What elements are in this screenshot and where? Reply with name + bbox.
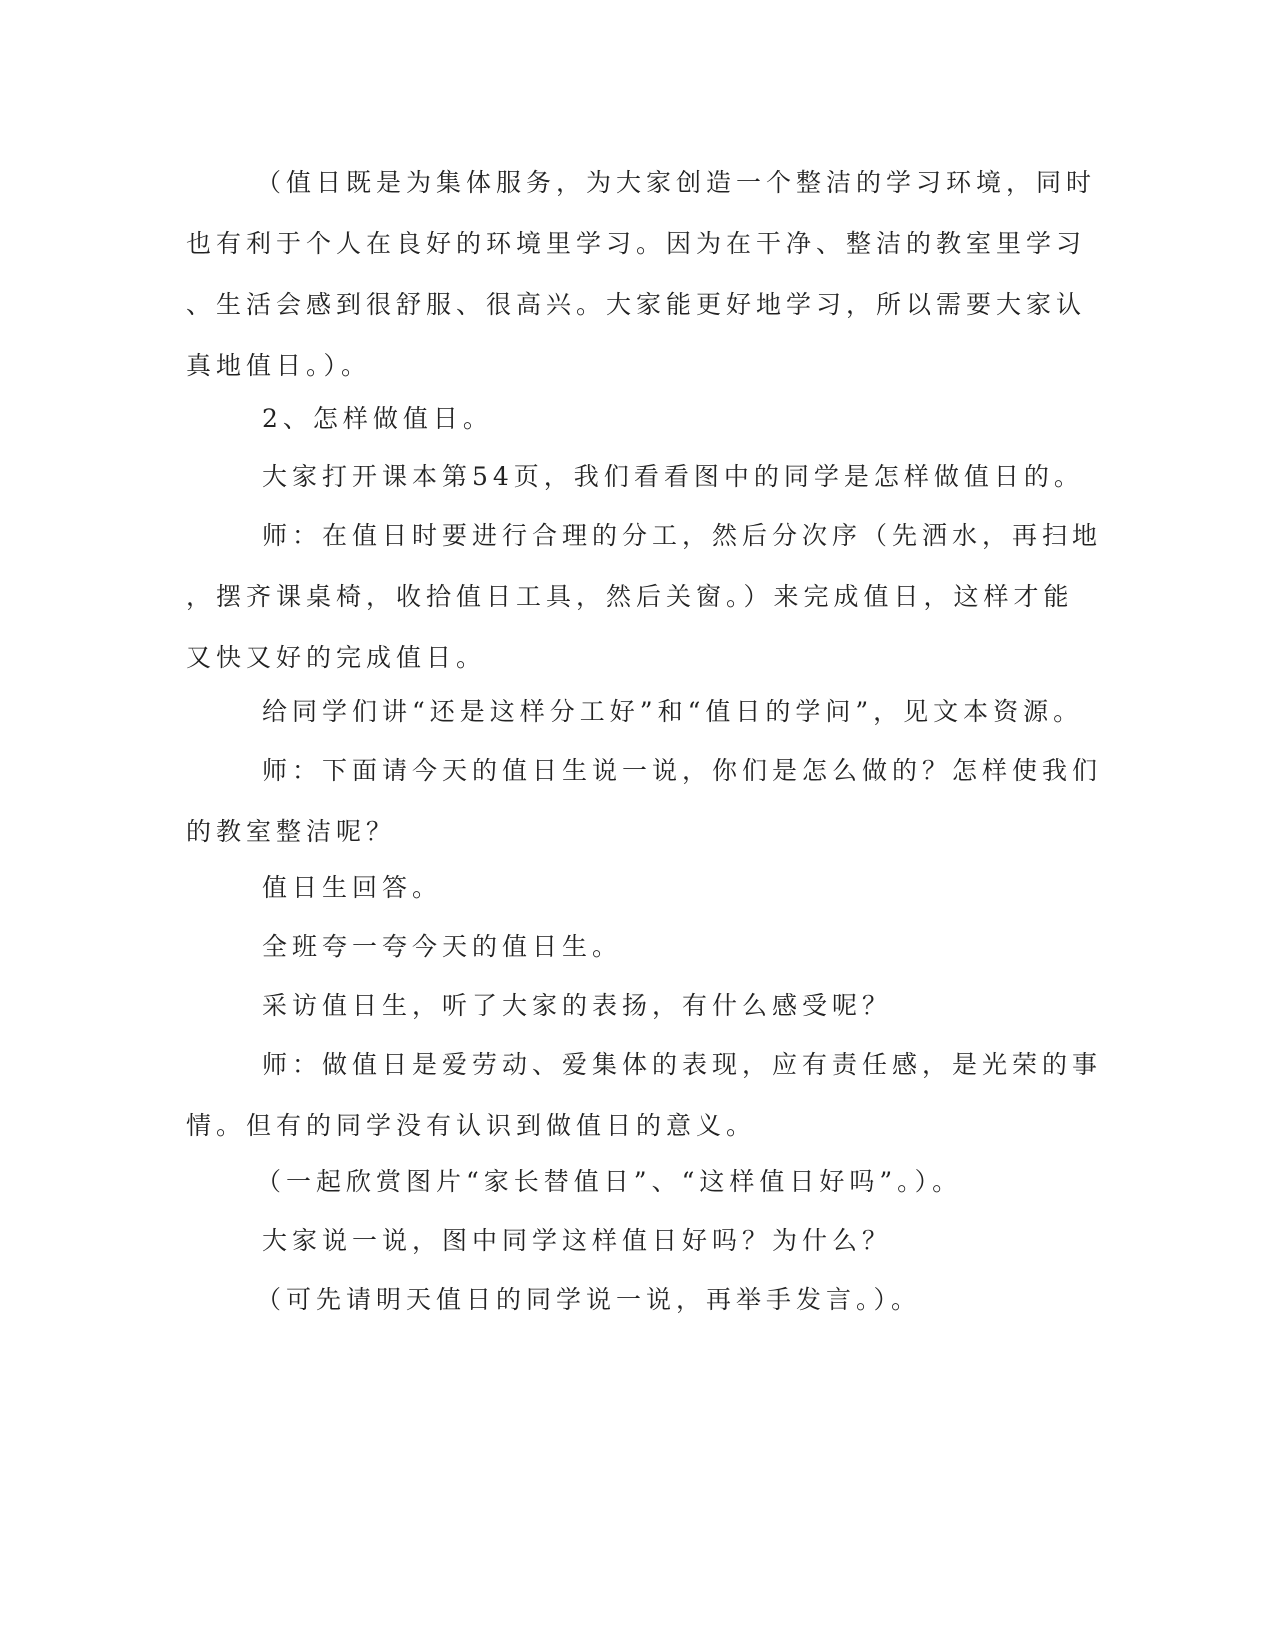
- paragraph-class-praise: [186, 916, 1066, 977]
- paragraph-view-pictures: [186, 1151, 1066, 1212]
- text-line: 给同学们讲“还是这样分工好”和“值日的学问”，见文本资源。: [262, 697, 1084, 726]
- paragraph-interview: [186, 975, 1066, 1036]
- text-line: 值日生回答。: [262, 873, 443, 902]
- text-line: 师：在值日时要进行合理的分工，然后分次序（先洒水，再扫地: [262, 521, 1103, 550]
- text-line: （一起欣赏图片“家长替值日”、“这样值日好吗”。）。: [256, 1167, 963, 1196]
- text-line: （值日既是为集体服务，为大家创造一个整洁的学习环境，同时: [256, 168, 1097, 197]
- paragraph-student-answer: [186, 857, 1066, 918]
- paragraph-story-resources: [186, 681, 1084, 742]
- text-line: 也有利于个人在良好的环境里学习。因为在干净、整洁的教室里学习: [186, 229, 1087, 258]
- paragraph-teacher-question: [186, 740, 1103, 862]
- text-line: 的教室整洁呢？: [186, 817, 397, 846]
- text-line: 大家打开课本第54页，我们看看图中的同学是怎样做值日的。: [262, 462, 1084, 491]
- text-line: 师：做值日是爱劳动、爱集体的表现，应有责任感，是光荣的事: [262, 1050, 1103, 1079]
- text-line: 又快又好的完成值日。: [186, 643, 487, 672]
- text-line: 2、怎样做值日。: [262, 404, 493, 433]
- text-line: （可先请明天值日的同学说一说，再举手发言。）。: [256, 1285, 922, 1314]
- paragraph-open-textbook: [186, 446, 1084, 507]
- text-line: 师：下面请今天的值日生说一说，你们是怎么做的？怎样使我们: [262, 756, 1103, 785]
- text-line: ，摆齐课桌椅，收拾值日工具，然后关窗。）来完成值日，这样才能: [186, 582, 1074, 611]
- text-line: 情。但有的同学没有认识到做值日的意义。: [186, 1111, 757, 1140]
- text-line: 真地值日。）。: [186, 351, 372, 380]
- paragraph-duty-purpose: [186, 152, 1097, 396]
- text-line: 、生活会感到很舒服、很高兴。大家能更好地学习，所以需要大家认: [186, 290, 1087, 319]
- text-line: 采访值日生，听了大家的表扬，有什么感受呢？: [262, 991, 893, 1020]
- paragraph-teacher-responsibility: [186, 1034, 1103, 1156]
- paragraph-speak-up: [186, 1269, 1066, 1330]
- paragraph-teacher-division: [186, 505, 1103, 688]
- paragraph-discussion: [186, 1210, 1066, 1271]
- text-line: 全班夸一夸今天的值日生。: [262, 932, 623, 961]
- text-line: 大家说一说，图中同学这样值日好吗？为什么？: [262, 1226, 893, 1255]
- section-heading-how-to-do-duty: [186, 388, 1066, 449]
